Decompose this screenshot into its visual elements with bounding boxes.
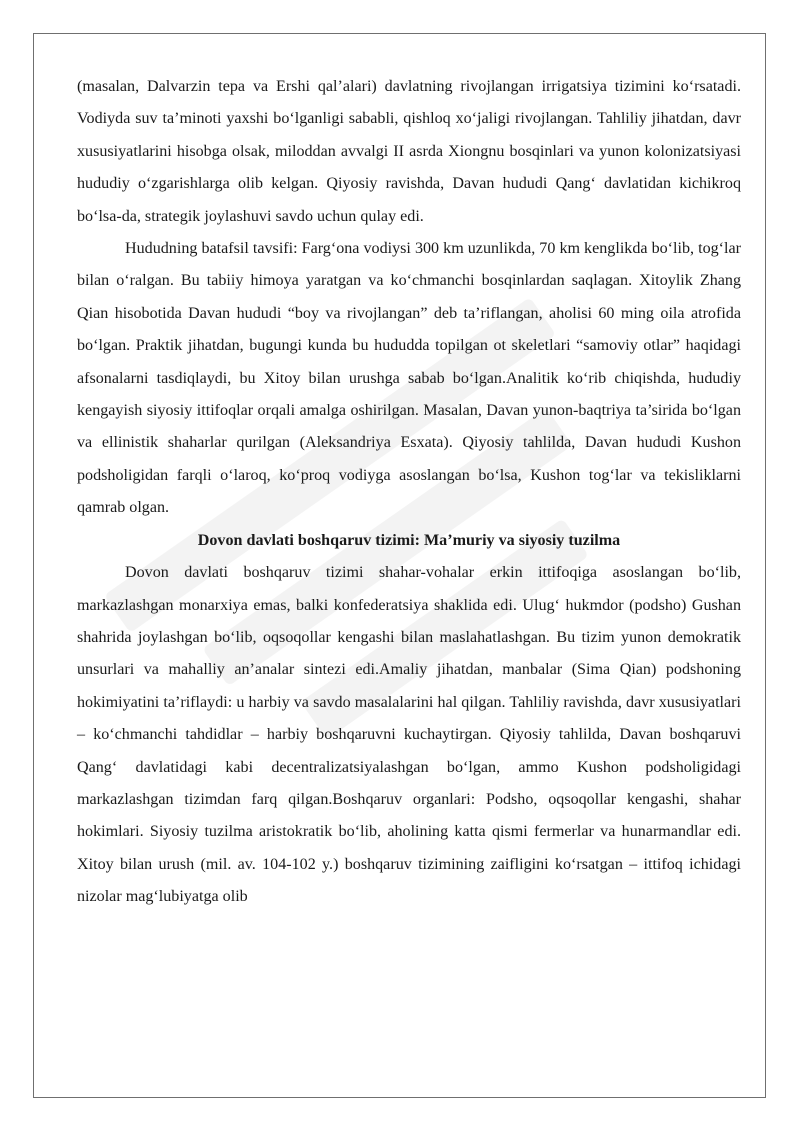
- paragraph: Dovon davlati boshqaruv tizimi shahar-vohalar erkin ittifoqiga asoslangan bo‘lib, markazlashgan monarxiya emas, balki konfederatsiya shaklida edi. Ulug‘ hukmdor (podsho) Gushan shahrida joylashgan bo‘lib, oqsoqollar kengashi bilan maslahatlashgan. Bu tizim yunon demokratik unsurlari va mahalliy an’analar sintezi edi.Amaliy jihatdan, manbalar (Sima Qian) podshoning hokimiyatini ta’riflaydi: u harbiy va savdo masalalarini hal qilgan. Tahliliy ravishda, davr xususiyatlari – ko‘chmanchi tahdidlar – harbiy boshqaruvni kuchaytirgan. Qiyosiy tahlilda, Davan boshqaruvi Qang‘ davlatidagi kabi decentralizatsiyalashgan bo‘lgan, ammo Kushon podsholigidagi markazlashgan tizimdan farq qilgan.Boshqaruv organlari: Podsho, oqsoqollar kengashi, shahar hokimlari. Siyosiy tuzilma aristokratik bo‘lib, aholining katta qismi fermerlar va hunarmandlar edi. Xitoy bilan urush (mil. av. 104-102 y.) boshqaruv tizimining zaifligini ko‘rsatgan – ittifoq ichidagi nizolar mag‘lubiyatga olib: [77, 564, 741, 906]
- paragraph: Hududning batafsil tavsifi: Farg‘ona vodiysi 300 km uzunlikda, 70 km kenglikda bo‘lib, tog‘lar bilan o‘ralgan. Bu tabiiy himoya yaratgan va ko‘chmanchi bosqinlardan saqlagan. Xitoylik Zhang Qian hisobotida Davan hududi “boy va rivojlangan” deb ta’riflangan, aholisi 60 ming oila atrofida bo‘lgan. Praktik jihatdan, bugungi kunda bu hududda topilgan ot skeletlari “samoviy otlar” haqidagi afsonalarni tasdiqlaydi, bu Xitoy bilan urushga sabab bo‘lgan.Analitik ko‘rib chiqishda, hududiy kengayish siyosiy ittifoqlar orqali amalga oshirilgan. Masalan, Davan yunon-baqtriya ta’sirida bo‘lgan va ellinistik shaharlar qurilgan (Aleksandriya Esxata). Qiyosiy tahlilda, Davan hududi Kushon podsholigidan farqli o‘laroq, ko‘proq vodiyga asoslangan bo‘lsa, Kushon tog‘lar va tekisliklarni qamrab olgan.: [77, 240, 741, 517]
- paragraph: (masalan, Dalvarzin tepa va Ershi qal’alari) davlatning rivojlangan irrigatsiya tizimini ko‘rsatadi. Vodiyda suv ta’minoti yaxshi bo‘lganligi sababli, qishloq xo‘jaligi rivojlangan. Tahliliy jihatdan, davr xususiyatlarini hisobga olsak, miloddan avvalgi II asrda Xiongnu bosqinlari va yunon kolonizatsiyasi hududiy o‘zgarishlarga olib kelgan. Qiyosiy ravishda, Davan hududi Qang‘ davlatidan kichikroq bo‘lsa-da, strategik joylashuvi savdo uchun qulay edi.: [77, 78, 741, 225]
- section-heading: Dovon davlati boshqaruv tizimi: Ma’muriy va siyosiy tuzilma: [197, 531, 621, 549]
- document-body: [77, 71, 741, 914]
